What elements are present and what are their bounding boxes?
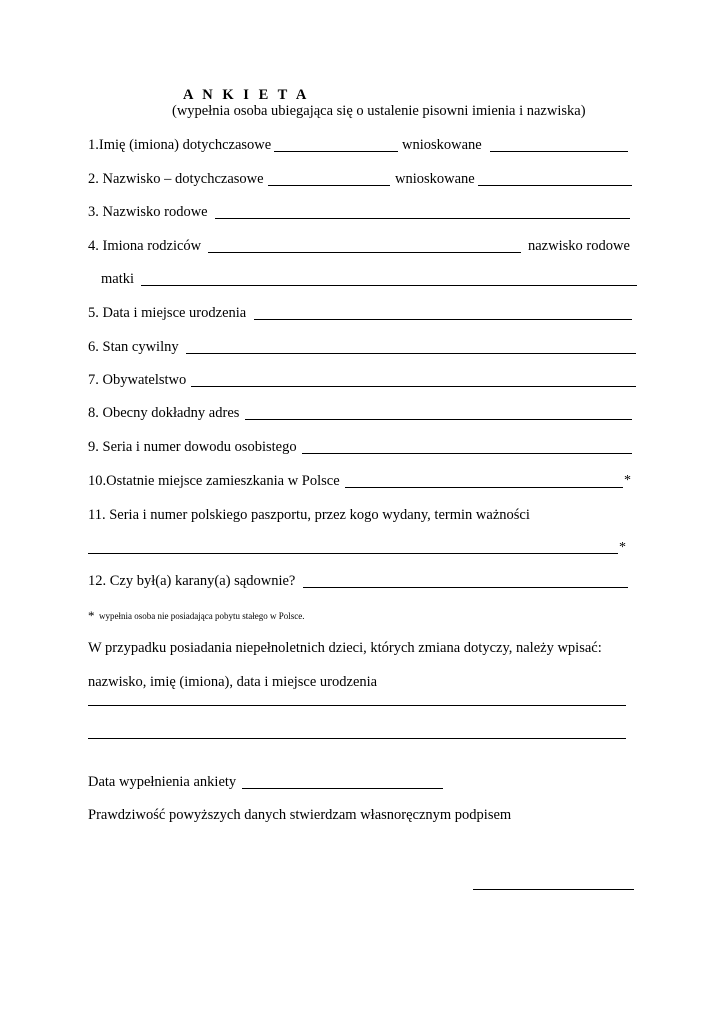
field-8-line[interactable] — [245, 419, 632, 420]
children-detail: nazwisko, imię (imiona), data i miejsce urodzenia — [88, 674, 378, 690]
field-11-line[interactable] — [88, 553, 618, 554]
field-12-line[interactable] — [303, 587, 628, 588]
field-10-line[interactable] — [345, 487, 623, 488]
field-3-label: 3. Nazwisko rodowe — [88, 204, 208, 220]
field-5-label: 5. Data i miejsce urodzenia — [88, 305, 247, 321]
fill-date-label: Data wypełnienia ankiety — [88, 774, 237, 790]
field-4-label: 4. Imiona rodziców — [88, 238, 202, 254]
field-4-mother-cont: matki — [101, 271, 135, 287]
field-2-proposed-line[interactable] — [478, 185, 632, 186]
field-9-line[interactable] — [302, 453, 632, 454]
field-1-proposed-label: wnioskowane — [402, 137, 482, 153]
field-8-label: 8. Obecny dokładny adres — [88, 405, 240, 421]
field-7-line[interactable] — [191, 386, 636, 387]
children-line-1[interactable] — [88, 705, 626, 706]
children-line-2[interactable] — [88, 738, 626, 739]
field-2-proposed-label: wnioskowane — [395, 171, 475, 187]
field-10-asterisk: * — [624, 473, 631, 488]
attestation-statement: Prawdziwość powyższych danych stwierdzam własnoręcznym podpisem — [88, 807, 512, 823]
field-6-label: 6. Stan cywilny — [88, 339, 179, 355]
field-9-label: 9. Seria i numer dowodu osobistego — [88, 439, 297, 455]
field-2-current-line[interactable] — [268, 185, 390, 186]
signature-line[interactable] — [473, 889, 634, 890]
field-1-proposed-line[interactable] — [490, 151, 628, 152]
footnote-text: wypełnia osoba nie posiadająca pobytu stałego w Polsce. — [99, 611, 305, 621]
field-7-label: 7. Obywatelstwo — [88, 372, 187, 388]
field-11-label: 11. Seria i numer polskiego paszportu, przez kogo wydany, termin ważności — [88, 507, 530, 523]
children-intro: W przypadku posiadania niepełnoletnich dzieci, których zmiana dotyczy, należy wpisać: — [88, 640, 602, 656]
field-4-mother-label: nazwisko rodowe — [528, 238, 630, 254]
field-1-label: 1.Imię (imiona) dotychczasowe — [88, 137, 272, 153]
field-1-current-line[interactable] — [274, 151, 398, 152]
field-6-line[interactable] — [186, 353, 636, 354]
field-2-label: 2. Nazwisko – dotychczasowe — [88, 171, 264, 187]
page-title: A N K I E T A — [183, 87, 310, 103]
fill-date-line[interactable] — [242, 788, 443, 789]
field-3-line[interactable] — [215, 218, 630, 219]
field-11-asterisk: * — [619, 540, 626, 555]
field-10-label: 10.Ostatnie miejsce zamieszkania w Polsce — [88, 473, 340, 489]
field-4-mother-line[interactable] — [141, 285, 637, 286]
field-5-line[interactable] — [254, 319, 632, 320]
field-12-label: 12. Czy był(a) karany(a) sądownie? — [88, 573, 296, 589]
page-subtitle: (wypełnia osoba ubiegająca się o ustalenie pisowni imienia i nazwiska) — [172, 103, 586, 119]
footnote-mark: * — [88, 608, 95, 623]
field-4-parents-line[interactable] — [208, 252, 521, 253]
